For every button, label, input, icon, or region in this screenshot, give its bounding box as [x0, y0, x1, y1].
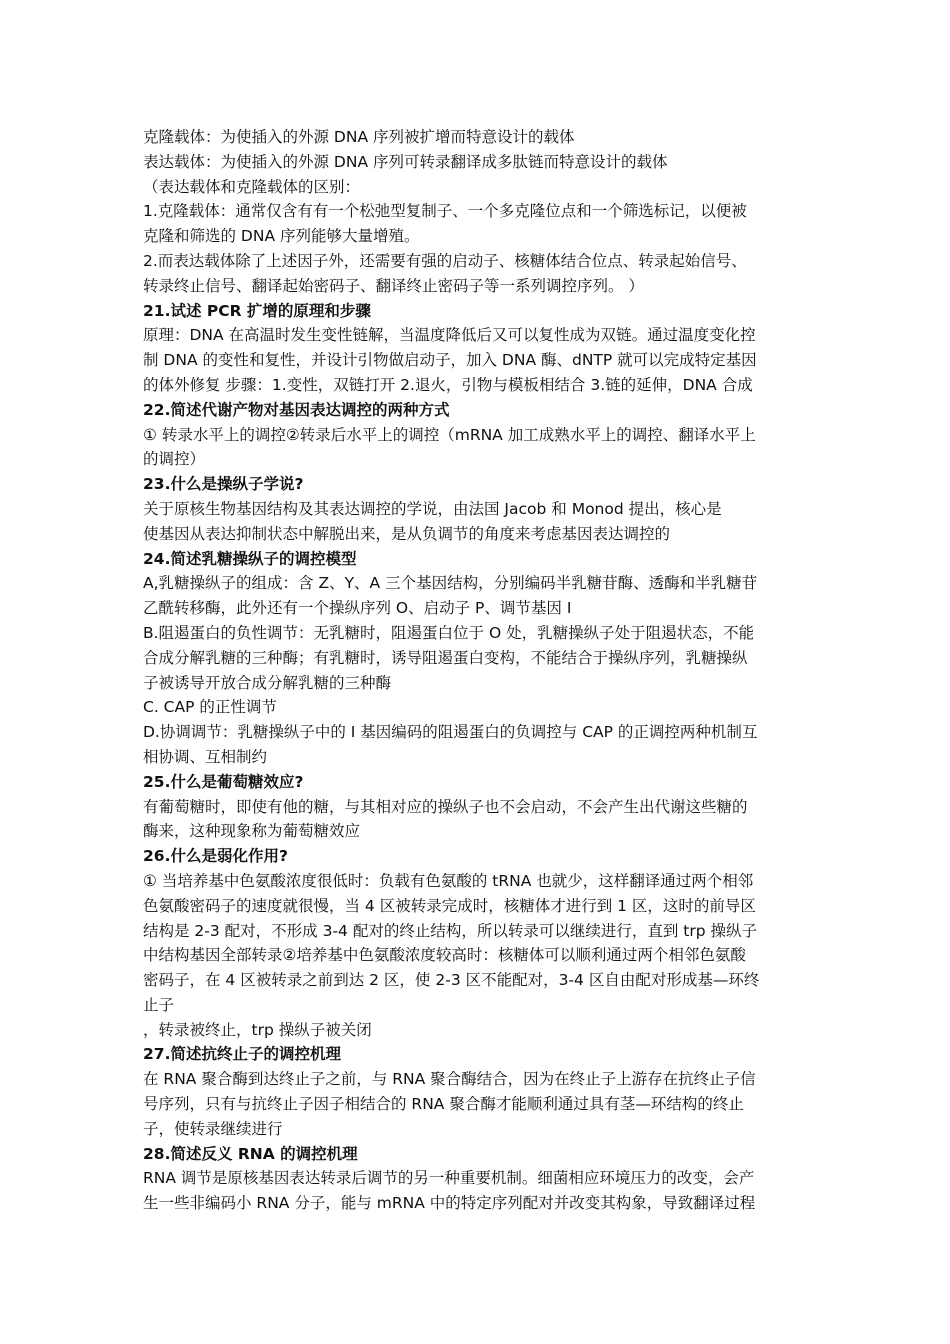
- body-text-line: 2.而表达载体除了上述因子外，还需要有强的启动子、核糖体结合位点、转录起始信号、: [143, 251, 747, 270]
- section-heading: 22.简述代谢产物对基因表达调控的两种方式: [143, 400, 450, 419]
- body-text-line: 子，使转录继续进行: [143, 1119, 283, 1138]
- body-text-line: 克隆载体：为使插入的外源 DNA 序列被扩增而特意设计的载体: [143, 128, 575, 146]
- body-text-line: 子被诱导开放合成分解乳糖的三种酶: [143, 673, 392, 692]
- body-text-line: 在 RNA 聚合酶到达终止子之前，与 RNA 聚合酶结合，因为在终止子上游存在抗终止子信: [143, 1070, 756, 1089]
- body-text-line: 号序列，只有与抗终止子因子相结合的 RNA 聚合酶才能顺利通过具有茎—环结构的终止: [143, 1095, 744, 1114]
- body-text-line: 原理：DNA 在高温时发生变性链解，当温度降低后又可以复性成为双链。通过温度变化控: [143, 326, 756, 345]
- body-text-line: 有葡萄糖时，即使有他的糖，与其相对应的操纵子也不会启动，不会产生出代谢这些糖的: [143, 797, 748, 816]
- body-text-line: 中结构基因全部转录②培养基中色氨酸浓度较高时：核糖体可以顺利通过两个相邻色氨酸: [143, 946, 746, 965]
- section-heading: 25.什么是葡萄糖效应?: [143, 772, 304, 791]
- section-heading: 27.简述抗终止子的调控机理: [143, 1045, 341, 1064]
- body-text-line: 制 DNA 的变性和复性，并设计引物做启动子，加入 DNA 酶、dNTP 就可以完成特定基因: [143, 351, 757, 370]
- section-heading: 23.什么是操纵子学说?: [143, 475, 304, 494]
- body-text-line: 乙酰转移酶，此外还有一个操纵序列 O、启动子 P、调节基因 I: [143, 599, 572, 618]
- body-text-line: 关于原核生物基因结构及其表达调控的学说，由法国 Jacob 和 Monod 提出，核心是: [143, 499, 722, 518]
- body-text-line: ① 当培养基中色氨酸浓度很低时：负载有色氨酸的 tRNA 也就少，这样翻译通过两个相邻: [143, 871, 754, 890]
- body-text-line: B.阻遏蛋白的负性调节：无乳糖时，阻遏蛋白位于 O 处，乳糖操纵子处于阻遏状态，不能: [143, 623, 755, 642]
- body-text-line: ，转录被终止，trp 操纵子被关闭: [143, 1020, 372, 1039]
- body-text-line: 合成分解乳糖的三种酶；有乳糖时，诱导阻遏蛋白变构，不能结合于操纵序列，乳糖操纵: [143, 648, 748, 667]
- section-heading: 24.简述乳糖操纵子的调控模型: [143, 549, 357, 568]
- body-text-line: 止子: [143, 995, 175, 1014]
- body-text-line: 酶来，这种现象称为葡萄糖效应: [143, 822, 361, 841]
- body-text-line: RNA 调节是原核基因表达转录后调节的另一种重要机制。细菌相应环境压力的改变，会产: [143, 1169, 755, 1188]
- body-text-line: 1.克隆载体：通常仅含有有一个松弛型复制子、一个多克隆位点和一个筛选标记，以便被: [143, 202, 747, 221]
- body-text-line: C. CAP 的正性调节: [143, 698, 277, 717]
- body-text-line: 相协调、互相制约: [143, 747, 268, 766]
- document-page: [143, 125, 809, 1216]
- section-heading: 26.什么是弱化作用?: [143, 847, 288, 866]
- body-text-line: 的调控）: [143, 450, 206, 469]
- body-text-line: D.协调调节：乳糖操纵子中的 I 基因编码的阻遏蛋白的负调控与 CAP 的正调控两种机制互: [143, 723, 758, 742]
- body-text-line: 转录终止信号、翻译起始密码子、翻译终止密码子等一系列调控序列。 ）: [143, 276, 644, 295]
- section-heading: 28.简述反义 RNA 的调控机理: [143, 1144, 358, 1163]
- body-text-line: 色氨酸密码子的速度就很慢，当 4 区被转录完成时，核糖体才进行到 1 区，这时的前导区: [143, 896, 756, 915]
- body-text-line: ① 转录水平上的调控②转录后水平上的调控（mRNA 加工成熟水平上的调控、翻译水平上: [143, 425, 756, 444]
- body-text-line: A,乳糖操纵子的组成：含 Z、Y、A 三个基因结构，分别编码半乳糖苷酶、透酶和半乳糖苷: [143, 574, 758, 593]
- body-text-line: 使基因从表达抑制状态中解脱出来，是从负调节的角度来考虑基因表达调控的: [143, 524, 671, 543]
- body-text-line: 生一些非编码小 RNA 分子，能与 mRNA 中的特定序列配对并改变其构象，导致翻译过程: [143, 1194, 756, 1213]
- body-text-line: 表达载体：为使插入的外源 DNA 序列可转录翻译成多肽链而特意设计的载体: [143, 152, 668, 171]
- body-text-line: 密码子，在 4 区被转录之前到达 2 区，使 2-3 区不能配对，3-4 区自由配对形成基—环终: [143, 971, 760, 990]
- body-text-line: 的体外修复 步骤：1.变性，双链打开 2.退火，引物与模板相结合 3.链的延伸，DNA 合成: [143, 375, 753, 394]
- body-text-line: （表达载体和克隆载体的区别：: [143, 177, 361, 196]
- body-text-line: 结构是 2-3 配对，不形成 3-4 配对的终止结构，所以转录可以继续进行，直到 trp 操纵子: [143, 921, 757, 940]
- body-text-line: 克隆和筛选的 DNA 序列能够大量增殖。: [143, 227, 420, 246]
- section-heading: 21.试述 PCR 扩增的原理和步骤: [143, 301, 371, 320]
